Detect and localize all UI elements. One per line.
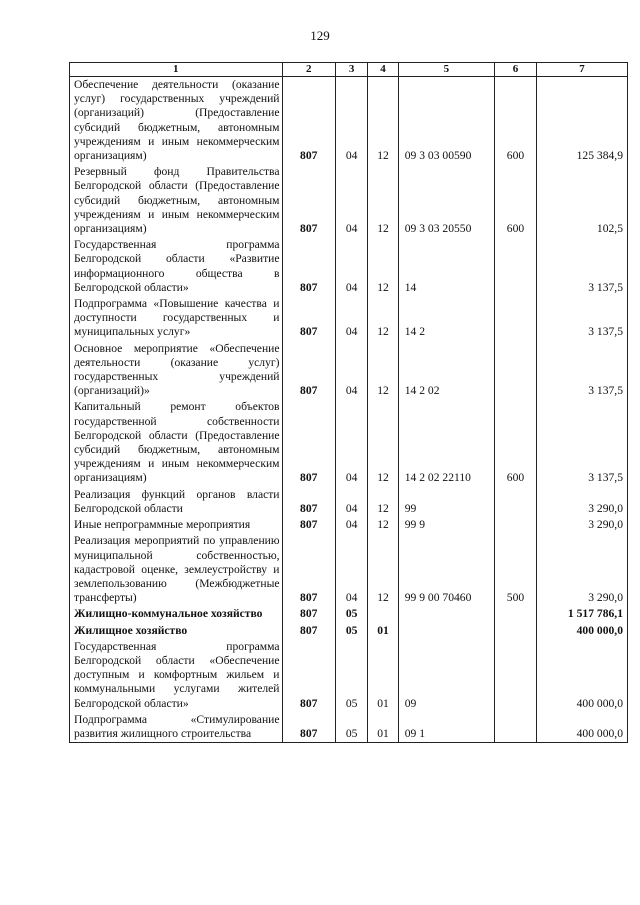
row-amount-cell: 400 000,0	[536, 712, 627, 743]
column-header: 6	[495, 63, 537, 77]
row-target-article-cell: 09 1	[398, 712, 494, 743]
row-amount-cell: 400 000,0	[536, 639, 627, 712]
table-row	[70, 533, 628, 606]
column-header: 4	[368, 63, 398, 77]
row-subsection-cell: 01	[368, 623, 398, 639]
row-subsection-cell: 12	[368, 399, 398, 486]
table-row	[70, 517, 628, 533]
table-row	[70, 164, 628, 237]
row-target-article-cell: 99 9 00 70460	[398, 533, 494, 606]
row-amount-cell: 102,5	[536, 164, 627, 237]
budget-table	[69, 62, 628, 743]
row-name-cell: Резервный фонд Правительства Белгородской области (Предоставление субсидий бюджетным, автономным учреждениям и иным некоммерческим организациям)	[70, 164, 283, 237]
row-code-cell: 807	[282, 237, 335, 296]
row-name-cell: Реализация мероприятий по управлению муниципальной собственностью, кадастровой оценке, землеустройству и землепользованию (Межбюджетные трансферты)	[70, 533, 283, 606]
row-subsection-cell: 01	[368, 639, 398, 712]
row-target-article-cell: 99	[398, 487, 494, 517]
row-target-article-cell: 14 2 02 22110	[398, 399, 494, 486]
row-amount-cell: 400 000,0	[536, 623, 627, 639]
row-expense-type-cell: 500	[495, 533, 537, 606]
table-row	[70, 77, 628, 165]
row-target-article-cell: 14	[398, 237, 494, 296]
row-code-cell: 807	[282, 487, 335, 517]
row-name-cell: Основное мероприятие «Обеспечение деятельности (оказание услуг) государственных учреждений (организаций)»	[70, 341, 283, 400]
page-number: 129	[310, 28, 330, 43]
row-amount-cell: 1 517 786,1	[536, 606, 627, 622]
row-code-cell: 807	[282, 399, 335, 486]
row-target-article-cell: 09 3 03 20550	[398, 164, 494, 237]
table-row	[70, 606, 628, 622]
row-target-article-cell: 14 2	[398, 296, 494, 341]
row-expense-type-cell	[495, 639, 537, 712]
table-header-row	[70, 63, 628, 77]
row-code-cell: 807	[282, 533, 335, 606]
row-expense-type-cell	[495, 237, 537, 296]
row-name-cell: Иные непрограммные мероприятия	[70, 517, 283, 533]
row-name-cell: Капитальный ремонт объектов государственной собственности Белгородской области (Предоставление субсидий бюджетным, автономным учреждениям и иным некоммерческим организациям)	[70, 399, 283, 486]
row-name-cell: Подпрограмма «Стимулирование развития жилищного строительства	[70, 712, 283, 743]
row-section-cell: 04	[335, 399, 367, 486]
row-section-cell: 04	[335, 164, 367, 237]
row-amount-cell: 3 290,0	[536, 533, 627, 606]
row-section-cell: 04	[335, 77, 367, 165]
column-header: 1	[70, 63, 283, 77]
row-subsection-cell: 12	[368, 164, 398, 237]
row-name-cell: Подпрограмма «Повышение качества и доступности государственных и муниципальных услуг»	[70, 296, 283, 341]
table-row	[70, 623, 628, 639]
row-section-cell: 04	[335, 296, 367, 341]
table-row	[70, 487, 628, 517]
row-section-cell: 04	[335, 487, 367, 517]
table-row	[70, 341, 628, 400]
row-section-cell: 04	[335, 533, 367, 606]
row-expense-type-cell	[495, 712, 537, 743]
row-code-cell: 807	[282, 623, 335, 639]
row-section-cell: 04	[335, 341, 367, 400]
row-code-cell: 807	[282, 712, 335, 743]
row-amount-cell: 3 290,0	[536, 517, 627, 533]
row-target-article-cell: 09 3 03 00590	[398, 77, 494, 165]
row-code-cell: 807	[282, 606, 335, 622]
row-section-cell: 05	[335, 712, 367, 743]
row-section-cell: 05	[335, 639, 367, 712]
column-header: 5	[398, 63, 494, 77]
row-subsection-cell: 12	[368, 487, 398, 517]
row-expense-type-cell: 600	[495, 77, 537, 165]
row-code-cell: 807	[282, 639, 335, 712]
row-name-cell: Государственная программа Белгородской области «Обеспечение доступным и комфортным жильем и коммунальными услугами жителей Белгородской области»	[70, 639, 283, 712]
table-row	[70, 237, 628, 296]
row-section-cell: 04	[335, 517, 367, 533]
row-subsection-cell: 12	[368, 77, 398, 165]
row-amount-cell: 3 290,0	[536, 487, 627, 517]
row-target-article-cell: 14 2 02	[398, 341, 494, 400]
table-row	[70, 296, 628, 341]
row-expense-type-cell	[495, 487, 537, 517]
row-section-cell: 05	[335, 606, 367, 622]
row-target-article-cell: 99 9	[398, 517, 494, 533]
row-expense-type-cell	[495, 606, 537, 622]
row-code-cell: 807	[282, 77, 335, 165]
row-target-article-cell	[398, 623, 494, 639]
row-expense-type-cell	[495, 341, 537, 400]
table-row	[70, 639, 628, 712]
row-subsection-cell	[368, 606, 398, 622]
column-header: 3	[335, 63, 367, 77]
row-subsection-cell: 01	[368, 712, 398, 743]
row-amount-cell: 3 137,5	[536, 237, 627, 296]
row-subsection-cell: 12	[368, 296, 398, 341]
row-name-cell: Реализация функций органов власти Белгородской области	[70, 487, 283, 517]
row-code-cell: 807	[282, 164, 335, 237]
row-expense-type-cell	[495, 517, 537, 533]
row-code-cell: 807	[282, 517, 335, 533]
row-name-cell: Жилищное хозяйство	[70, 623, 283, 639]
table-row	[70, 712, 628, 743]
column-header: 2	[282, 63, 335, 77]
table-row	[70, 399, 628, 486]
row-subsection-cell: 12	[368, 533, 398, 606]
row-target-article-cell	[398, 606, 494, 622]
row-expense-type-cell: 600	[495, 399, 537, 486]
row-section-cell: 04	[335, 237, 367, 296]
row-name-cell: Жилищно-коммунальное хозяйство	[70, 606, 283, 622]
row-code-cell: 807	[282, 296, 335, 341]
row-amount-cell: 125 384,9	[536, 77, 627, 165]
row-subsection-cell: 12	[368, 341, 398, 400]
row-expense-type-cell	[495, 623, 537, 639]
row-expense-type-cell: 600	[495, 164, 537, 237]
row-name-cell: Государственная программа Белгородской области «Развитие информационного общества в Белгородской области»	[70, 237, 283, 296]
row-target-article-cell: 09	[398, 639, 494, 712]
row-amount-cell: 3 137,5	[536, 296, 627, 341]
row-subsection-cell: 12	[368, 237, 398, 296]
row-section-cell: 05	[335, 623, 367, 639]
row-amount-cell: 3 137,5	[536, 341, 627, 400]
row-code-cell: 807	[282, 341, 335, 400]
column-header: 7	[536, 63, 627, 77]
row-amount-cell: 3 137,5	[536, 399, 627, 486]
row-name-cell: Обеспечение деятельности (оказание услуг) государственных учреждений (организаций) (Предоставление субсидий бюджетным, автономным учреждениям и иным некоммерческим организациям)	[70, 77, 283, 165]
row-expense-type-cell	[495, 296, 537, 341]
row-subsection-cell: 12	[368, 517, 398, 533]
